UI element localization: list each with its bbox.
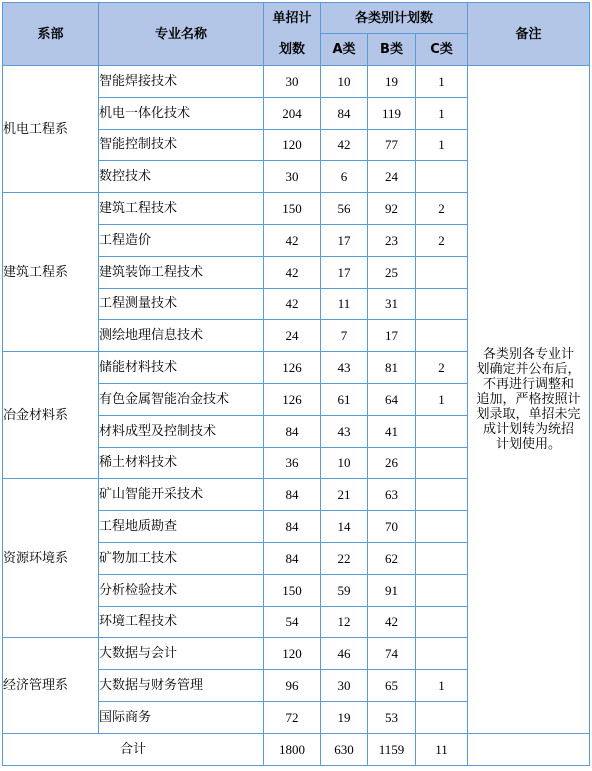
table-body [3, 66, 590, 766]
plan-cat-c [416, 288, 468, 320]
major-name: 矿物加工技术 [99, 542, 264, 574]
plan-cat-a: 42 [321, 129, 368, 161]
plan-cat-b: 26 [368, 447, 416, 479]
header-count [264, 3, 321, 66]
major-name: 材料成型及控制技术 [99, 415, 264, 447]
header-dept: 系部 [3, 3, 99, 66]
major-name: 环境工程技术 [99, 606, 264, 638]
plan-cat-c: 2 [416, 193, 468, 225]
plan-cat-b: 63 [368, 479, 416, 511]
plan-total: 126 [264, 383, 321, 415]
plan-cat-a: 10 [321, 66, 368, 98]
plan-total: 42 [264, 256, 321, 288]
plan-total: 96 [264, 670, 321, 702]
plan-cat-b: 31 [368, 288, 416, 320]
major-name: 工程测量技术 [99, 288, 264, 320]
plan-cat-c [416, 701, 468, 733]
plan-cat-c [416, 415, 468, 447]
major-name: 机电一体化技术 [99, 97, 264, 129]
plan-cat-b: 77 [368, 129, 416, 161]
plan-cat-b: 70 [368, 511, 416, 543]
plan-cat-a: 7 [321, 320, 368, 352]
header-cat-b: B类 [368, 34, 416, 66]
plan-cat-a: 43 [321, 352, 368, 384]
plan-cat-b: 81 [368, 352, 416, 384]
plan-cat-c [416, 574, 468, 606]
plan-cat-a: 84 [321, 97, 368, 129]
plan-cat-b: 62 [368, 542, 416, 574]
plan-cat-b: 53 [368, 701, 416, 733]
plan-cat-c [416, 161, 468, 193]
plan-total: 42 [264, 224, 321, 256]
total-label: 合计 [3, 733, 264, 765]
remark-note: 各类别各专业计 划确定并公布后， 不再进行调整和 追加，严格按照计 划录取，单招未完 成计划转为统招 计划使用。 [468, 66, 590, 734]
plan-cat-a: 61 [321, 383, 368, 415]
plan-cat-c [416, 320, 468, 352]
header-category-group: 各类别计划数 [321, 3, 468, 34]
major-name: 分析检验技术 [99, 574, 264, 606]
header-remark: 备注 [468, 3, 590, 66]
major-name: 国际商务 [99, 701, 264, 733]
plan-cat-a: 43 [321, 415, 368, 447]
plan-total: 24 [264, 320, 321, 352]
plan-cat-b: 64 [368, 383, 416, 415]
plan-cat-b: 17 [368, 320, 416, 352]
plan-cat-b: 41 [368, 415, 416, 447]
plan-total: 120 [264, 638, 321, 670]
dept-name: 机电工程系 [3, 66, 99, 193]
plan-cat-c [416, 606, 468, 638]
plan-cat-b: 24 [368, 161, 416, 193]
major-name: 工程造价 [99, 224, 264, 256]
major-name: 测绘地理信息技术 [99, 320, 264, 352]
plan-total: 84 [264, 542, 321, 574]
dept-name: 经济管理系 [3, 638, 99, 733]
plan-cat-a: 30 [321, 670, 368, 702]
table-row [3, 66, 590, 98]
header-cat-c: C类 [416, 34, 468, 66]
plan-cat-a: 59 [321, 574, 368, 606]
plan-cat-a: 46 [321, 638, 368, 670]
plan-total: 36 [264, 447, 321, 479]
plan-cat-c [416, 542, 468, 574]
plan-cat-c: 1 [416, 670, 468, 702]
plan-cat-b: 92 [368, 193, 416, 225]
plan-cat-c: 1 [416, 97, 468, 129]
plan-cat-a: 19 [321, 701, 368, 733]
header-cat-a: A类 [321, 34, 368, 66]
major-name: 大数据与财务管理 [99, 670, 264, 702]
plan-cat-b: 74 [368, 638, 416, 670]
plan-total: 150 [264, 193, 321, 225]
plan-cat-a: 6 [321, 161, 368, 193]
plan-cat-b: 91 [368, 574, 416, 606]
plan-cat-a: 17 [321, 224, 368, 256]
dept-name: 资源环境系 [3, 479, 99, 638]
major-name: 数控技术 [99, 161, 264, 193]
plan-cat-b: 42 [368, 606, 416, 638]
plan-cat-a: 22 [321, 542, 368, 574]
major-name: 有色金属智能冶金技术 [99, 383, 264, 415]
major-name: 储能材料技术 [99, 352, 264, 384]
total-cat-a: 630 [321, 733, 368, 765]
dept-name: 冶金材料系 [3, 352, 99, 479]
plan-cat-c: 2 [416, 352, 468, 384]
plan-total: 30 [264, 161, 321, 193]
plan-cat-c [416, 511, 468, 543]
plan-cat-c: 1 [416, 383, 468, 415]
dept-name: 建筑工程系 [3, 193, 99, 352]
plan-cat-a: 14 [321, 511, 368, 543]
plan-cat-b: 23 [368, 224, 416, 256]
plan-cat-c [416, 479, 468, 511]
plan-cat-a: 11 [321, 288, 368, 320]
plan-total: 84 [264, 479, 321, 511]
plan-cat-a: 56 [321, 193, 368, 225]
plan-total: 120 [264, 129, 321, 161]
major-name: 智能控制技术 [99, 129, 264, 161]
header-count-line1: 单招计 [272, 10, 312, 26]
plan-total: 30 [264, 66, 321, 98]
enrollment-plan-table [2, 2, 590, 766]
major-name: 建筑工程技术 [99, 193, 264, 225]
plan-total: 150 [264, 574, 321, 606]
plan-cat-b: 65 [368, 670, 416, 702]
plan-cat-b: 19 [368, 66, 416, 98]
total-remark [468, 733, 590, 765]
major-name: 稀土材料技术 [99, 447, 264, 479]
total-cat-b: 1159 [368, 733, 416, 765]
plan-total: 42 [264, 288, 321, 320]
plan-cat-b: 119 [368, 97, 416, 129]
major-name: 矿山智能开采技术 [99, 479, 264, 511]
total-cat-c: 11 [416, 733, 468, 765]
table-header [3, 3, 590, 66]
plan-total: 84 [264, 415, 321, 447]
plan-cat-a: 21 [321, 479, 368, 511]
plan-total: 84 [264, 511, 321, 543]
header-major: 专业名称 [99, 3, 264, 66]
plan-total: 54 [264, 606, 321, 638]
plan-cat-c: 1 [416, 66, 468, 98]
header-count-line2: 划数 [278, 41, 305, 57]
plan-cat-a: 12 [321, 606, 368, 638]
total-row [3, 733, 590, 765]
major-name: 大数据与会计 [99, 638, 264, 670]
total-plan: 1800 [264, 733, 321, 765]
plan-cat-a: 17 [321, 256, 368, 288]
plan-total: 126 [264, 352, 321, 384]
plan-cat-a: 10 [321, 447, 368, 479]
plan-total: 72 [264, 701, 321, 733]
plan-cat-b: 25 [368, 256, 416, 288]
plan-cat-c: 2 [416, 224, 468, 256]
plan-cat-c [416, 447, 468, 479]
plan-cat-c [416, 638, 468, 670]
major-name: 建筑装饰工程技术 [99, 256, 264, 288]
plan-cat-c [416, 256, 468, 288]
major-name: 工程地质勘查 [99, 511, 264, 543]
plan-total: 204 [264, 97, 321, 129]
plan-cat-c: 1 [416, 129, 468, 161]
major-name: 智能焊接技术 [99, 66, 264, 98]
